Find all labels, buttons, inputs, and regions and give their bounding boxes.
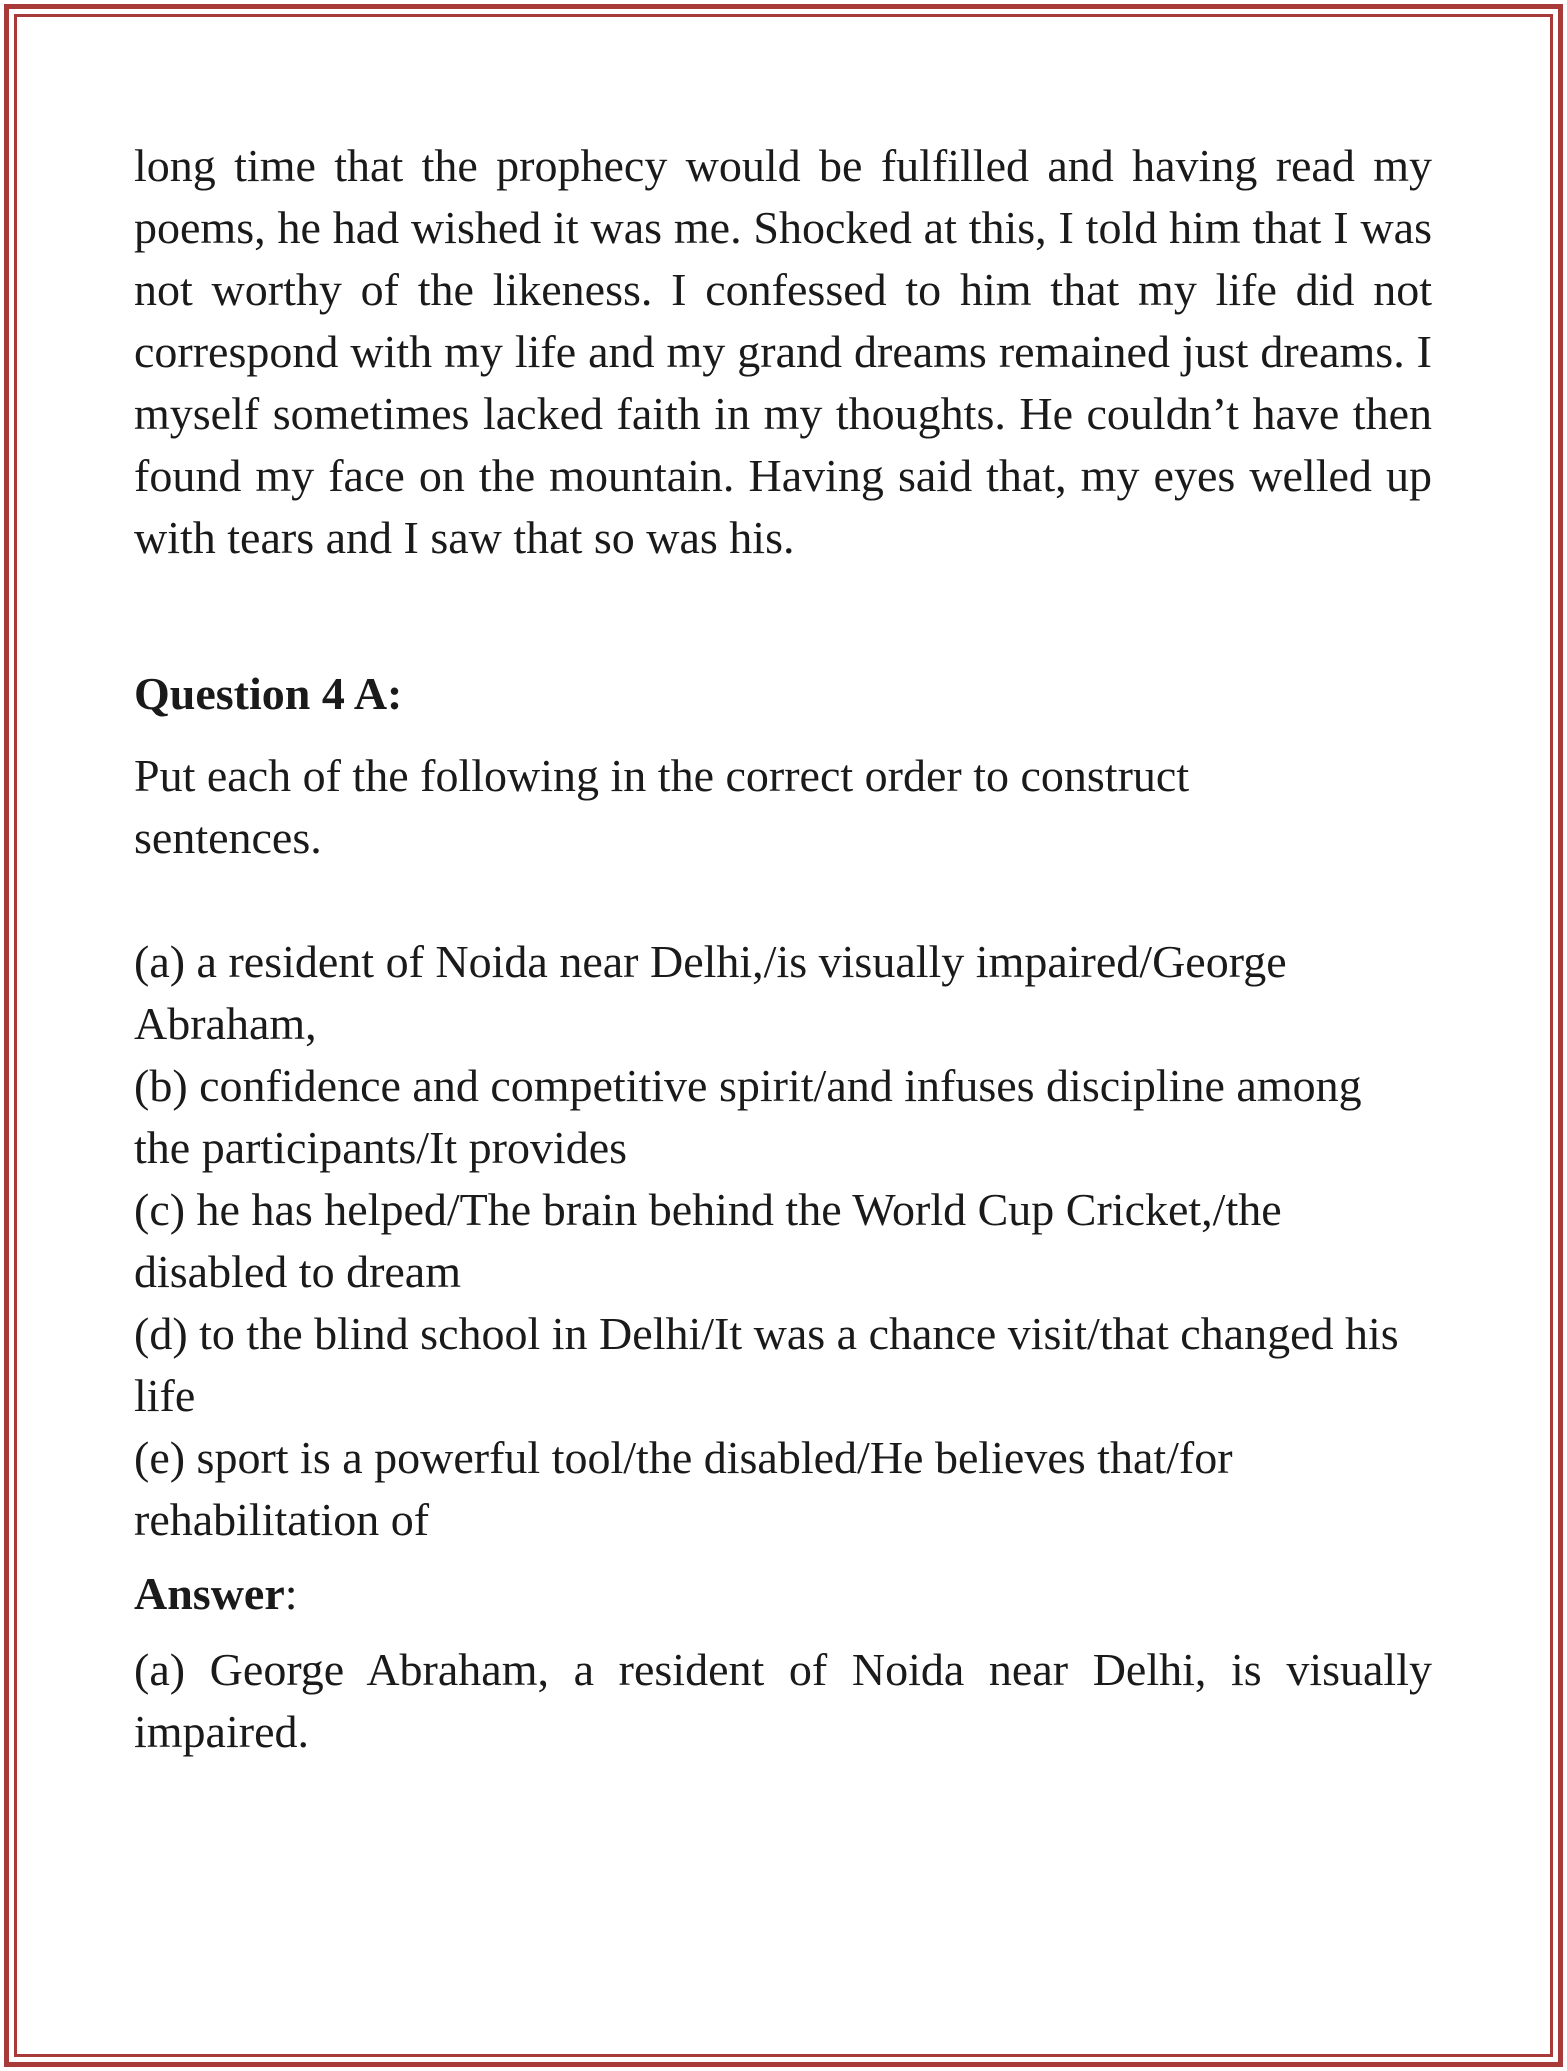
question-item-a: (a) a resident of Noida near Delhi,/is visually impaired/George Abraham, bbox=[134, 936, 1287, 1049]
question-item-b: (b) confidence and competitive spirit/and infuses discipline among the participants/It provides bbox=[134, 1060, 1362, 1173]
question-item-c: (c) he has helped/The brain behind the World Cup Cricket,/the disabled to dream bbox=[134, 1184, 1282, 1297]
passage-paragraph: long time that the prophecy would be fulfilled and having read my poems, he had wished it was me. Shocked at this, I told him that I was not worthy of the likeness. I confessed to him that my life did not correspond with my life and my grand dreams remained just dreams. I myself sometimes lacked faith in my thoughts. He couldn’t have then found my face on the mountain. Having said that, my eyes welled up with tears and I saw that so was his. bbox=[134, 140, 1432, 563]
answer-label-line bbox=[134, 1563, 1432, 1625]
answer-label: Answer bbox=[134, 1568, 285, 1619]
question-heading: Question 4 A: bbox=[134, 668, 403, 719]
question-instruction: Put each of the following in the correct order to construct sentences. bbox=[134, 750, 1190, 863]
page-content bbox=[134, 135, 1432, 1763]
question-item-e: (e) sport is a powerful tool/the disabled/He believes that/for rehabilitation of bbox=[134, 1432, 1233, 1545]
question-items-list bbox=[134, 931, 1432, 1551]
question-item-d: (d) to the blind school in Delhi/It was a chance visit/that changed his life bbox=[134, 1308, 1399, 1421]
answer-colon: : bbox=[284, 1568, 298, 1619]
answer-text: (a) George Abraham, a resident of Noida near Delhi, is visually impaired. bbox=[134, 1644, 1432, 1757]
